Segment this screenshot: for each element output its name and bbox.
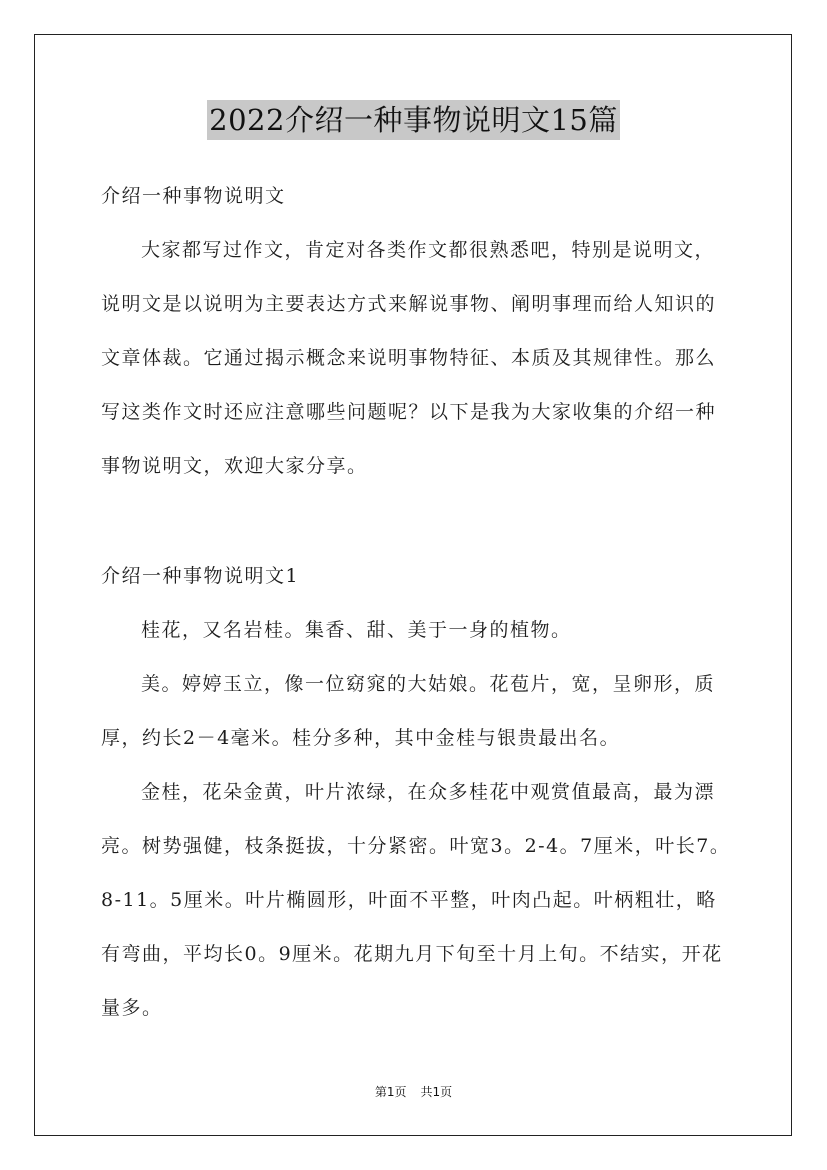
intro-paragraph-line: 事物说明文，欢迎大家分享。	[101, 455, 368, 477]
section-paragraph-line: 量多。	[101, 997, 163, 1019]
page-total: 共1页	[420, 1085, 453, 1099]
intro-paragraph-line: 文章体裁。它通过揭示概念来说明事物特征、本质及其规律性。那么	[101, 347, 717, 369]
intro-paragraph-line: 写这类作文时还应注意哪些问题呢？以下是我为大家收集的介绍一种	[101, 401, 717, 423]
document-title: 2022介绍一种事物说明文15篇	[207, 100, 620, 140]
section-paragraph-line: 亮。树势强健，枝条挺拔，十分紧密。叶宽3。2-4。7厘米，叶长7。	[101, 835, 731, 857]
intro-heading: 介绍一种事物说明文	[101, 185, 286, 207]
section-paragraph-line: 桂花，又名岩桂。集香、甜、美于一身的植物。	[141, 619, 572, 641]
page-footer	[0, 1083, 827, 1100]
section-paragraph-line: 厚，约长2－4毫米。桂分多种，其中金桂与银贵最出名。	[101, 727, 621, 749]
section-heading: 介绍一种事物说明文1	[101, 565, 300, 587]
intro-paragraph-line: 大家都写过作文，肯定对各类作文都很熟悉吧，特别是说明文，	[141, 239, 716, 261]
section-paragraph-line: 有弯曲，平均长0。9厘米。花期九月下旬至十月上旬。不结实，开花	[101, 943, 723, 965]
page-number: 第1页	[374, 1085, 407, 1099]
section-paragraph-line: 美。婷婷玉立，像一位窈窕的大姑娘。花苞片，宽，呈卵形，质	[141, 673, 716, 695]
section-paragraph-line: 金桂，花朵金黄，叶片浓绿，在众多桂花中观赏值最高，最为漂	[141, 781, 716, 803]
section-paragraph-line: 8-11。5厘米。叶片椭圆形，叶面不平整，叶肉凸起。叶柄粗壮，略	[101, 889, 717, 911]
title-container	[0, 100, 827, 140]
intro-paragraph-line: 说明文是以说明为主要表达方式来解说事物、阐明事理而给人知识的	[101, 293, 717, 315]
